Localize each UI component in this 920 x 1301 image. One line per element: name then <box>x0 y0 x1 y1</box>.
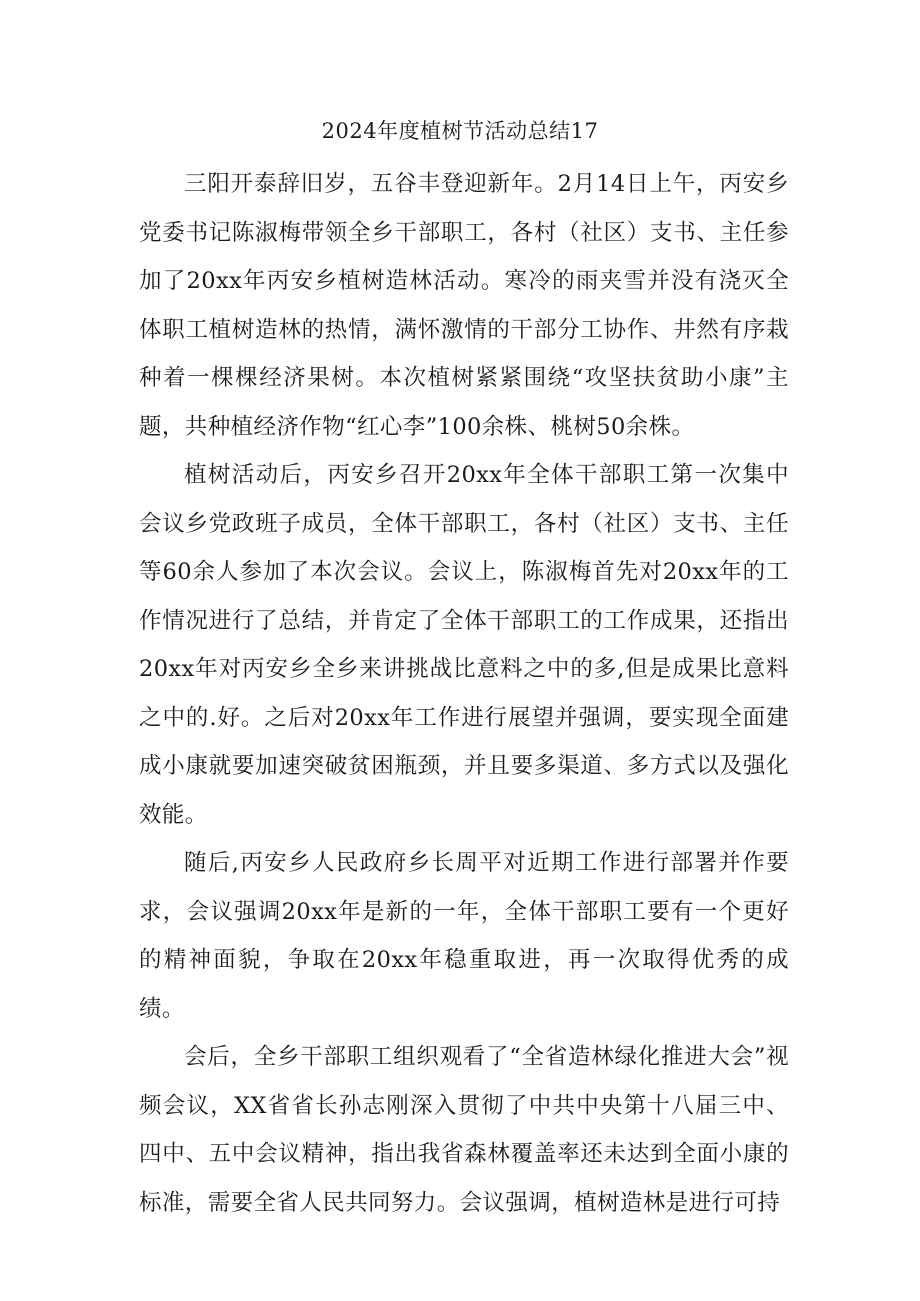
paragraph-3: 随后,丙安乡人民政府乡长周平对近期工作进行部署并作要求，会议强调20xx年是新的一年，全体干部职工要有一个更好的精神面貌，争取在20xx年稳重取进，再一次取得优秀的成绩。 <box>139 850 789 1022</box>
paragraph-1: 三阳开泰辞旧岁，五谷丰登迎新年。2月14日上午，丙安乡党委书记陈淑梅带领全乡干部职工，各村（社区）支书、主任参加了20xx年丙安乡植树造林活动。寒冷的雨夹雪并没有浇灭全体职工植树造林的热情，满怀激情的干部分工协作、井然有序栽种着一棵棵经济果树。本次植树紧紧围绕“攻坚扶贫助小康”主题，共种植经济作物“红心李”100余株、桃树50余株。 <box>139 171 789 440</box>
document-body <box>139 160 789 1227</box>
paragraph-4: 会后，全乡干部职工组织观看了“全省造林绿化推进大会”视频会议，XX省省长孙志刚深入贯彻了中共中央第十八届三中、四中、五中会议精神，指出我省森林覆盖率还未达到全面小康的标准，需要全省人民共同努力。会议强调，植树造林是进行可持 <box>139 1044 789 1216</box>
document-title: 2024年度植树节活动总结17 <box>321 119 599 143</box>
paragraph-2: 植树活动后，丙安乡召开20xx年全体干部职工第一次集中会议乡党政班子成员，全体干部职工，各村（社区）支书、主任等60余人参加了本次会议。会议上，陈淑梅首先对20xx年的工作情况进行了总结，并肯定了全体干部职工的工作成果，还指出20xx年对丙安乡全乡来讲挑战比意料之中的多,但是成果比意料之中的.好。之后对20xx年工作进行展望并强调，要实现全面建成小康就要加速突破贫困瓶颈，并且要多渠道、多方式以及强化效能。 <box>139 462 789 828</box>
